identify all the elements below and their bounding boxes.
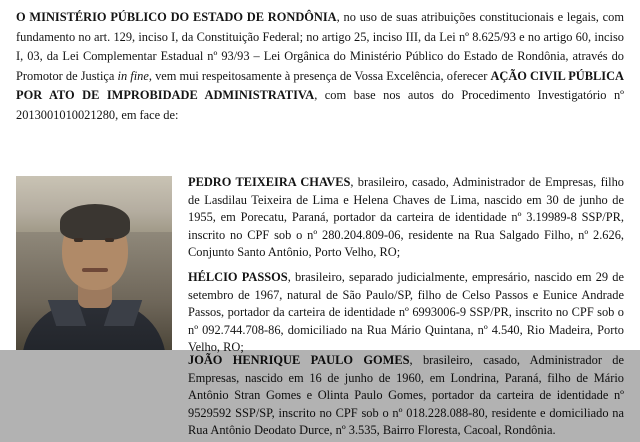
intro-italic-1: in fine [117, 68, 149, 83]
party-name: HÉLCIO PASSOS [188, 269, 288, 284]
parties-list [188, 174, 624, 357]
intro-text-1: , no uso de suas atribuições constitucionais e legais, com fundamento no art. 129, inciso I, da Constituição Federal; no artigo 25, inciso III, da Lei nº 8.625/93 e no artigo 60, inciso I, 03, da Lei Complementar Estadual nº 93/93 – Lei Orgânica do Ministério Público do Estado de Rondônia, através do Promotor de Justiça [16, 10, 624, 83]
party-entry [188, 269, 624, 357]
photo-hair [60, 204, 130, 240]
investigado-photo [16, 176, 172, 350]
party-name: JOÃO HENRIQUE PAULO GOMES [188, 353, 410, 367]
ministry-name: O MINISTÉRIO PÚBLICO DO ESTADO DE RONDÔNIA [16, 10, 337, 24]
party-name: PEDRO TEIXEIRA CHAVES [188, 175, 351, 189]
party-entry [188, 174, 624, 262]
party-details: , brasileiro, separado judicialmente, empresário, nascido em 29 de setembro de 1967, natural de São Paulo/SP, filho de Celso Passos e Eunice Andrade Passos, portador da carteira de identidade nº 6993006-9 SSP/PR, inscrito no CPF sob o nº 092.744.708-86, domiciliado na Rua Mário Quintana, nº 4.540, Rio Madeira, Porto Velho, RO; [188, 269, 624, 355]
photo-eye-right [105, 238, 114, 242]
intro-text-3: , com base nos autos do Procedimento Investigatório nº 2013001010021280, em face de: [16, 88, 624, 122]
document-intro-block [0, 0, 640, 126]
action-title: AÇÃO CIVIL PÚBLICA POR ATO DE IMPROBIDADE ADMINISTRATIVA [16, 68, 625, 103]
intro-paragraph [16, 8, 624, 126]
photo-eye-left [74, 238, 83, 242]
party-entry [188, 352, 624, 440]
intro-text-2: , vem mui respeitosamente à presença de Vossa Excelência, oferecer [148, 68, 491, 83]
parties-list-continued [188, 352, 624, 440]
photo-mouth [82, 268, 108, 272]
party-details: , brasileiro, casado, Administrador de Empresas, nascido em 16 de junho de 1960, em Londrina, Paraná, filho de Mário Antônio Stran Gomes e Olinta Paulo Gomes, portador da carteira de identidade nº 9529592 SSP/SP, inscrito no CPF sob o nº 018.228.088-80, residente e domiciliado na Rua Antônio Deodato Durce, nº 3.535, Bairro Floresta, Cacoal, Rondônia. [188, 353, 624, 438]
party-details: , brasileiro, casado, Administrador de Empresas, filho de Lasdilau Teixeira de Lima e Helena Chaves de Lima, nascido em 30 de junho de 1955, em Porecatu, Paraná, portador da carteira de identidade nº 3.19989-8 SSP/PR, inscrito no CPF sob o nº 280.204.809-06, residente na Rua Salgado Filho, nº 2.626, Conjunto Santo Antônio, Porto Velho, RO; [188, 175, 624, 260]
